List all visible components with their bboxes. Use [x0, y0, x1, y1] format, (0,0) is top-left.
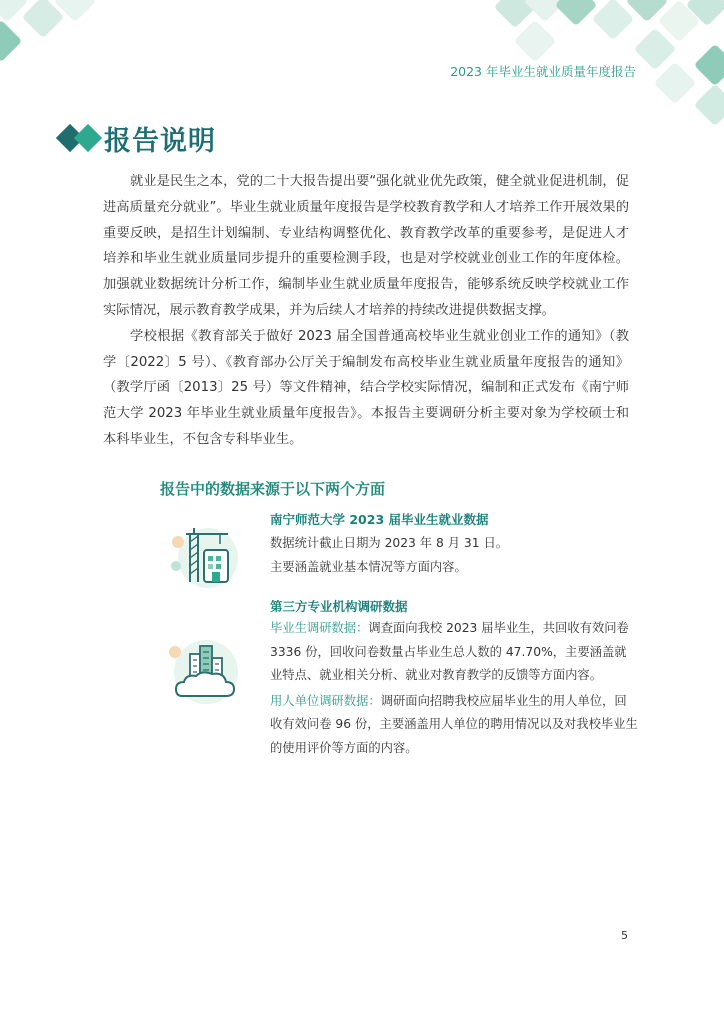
graduate-survey-label: 毕业生调研数据： [270, 621, 369, 635]
intro-paragraph-1: 就业是民生之本，党的二十大报告提出要“强化就业优先政策，健全就业促进机制，促进高质量充分就业”。毕业生就业质量年度报告是学校教育教学和人才培养工作开展效果的重要反映，是招生计划编制、专业结构调整优化、教育教学改革的重要参考，是促进人才培养和毕业生就业质量同步提升的重要检测手段，也是对学校就业创业工作的年度体检。加强就业数据统计分析工作，编制毕业生就业质量年度报告，能够系统反映学校就业工作实际情况，展示教育教学成果，并为后续人才培养的持续改进提供数据支撑。 [103, 174, 629, 318]
data-sources-title: 报告中的数据来源于以下两个方面 [160, 480, 386, 498]
header-title: 2023 年毕业生就业质量年度报告 [450, 64, 636, 79]
heading-diamond-icon [58, 118, 104, 158]
construction-crane-icon [168, 520, 242, 592]
source-2-text [270, 617, 638, 761]
source-2-item-2 [270, 690, 638, 761]
source-1-title: 南宁师范大学 2023 届毕业生就业数据 [270, 512, 489, 527]
section-title: 报告说明 [104, 125, 216, 157]
city-cloud-icon [166, 636, 242, 712]
employer-survey-label: 用人单位调研数据： [270, 693, 381, 708]
source-2-item-1 [270, 617, 638, 688]
source-1-text [270, 532, 638, 579]
section-heading [58, 118, 216, 158]
source-1-line-2: 主要涵盖就业基本情况等方面内容。 [270, 559, 467, 574]
source-2-title: 第三方专业机构调研数据 [270, 599, 408, 614]
source-1-line-1: 数据统计截止日期为 2023 年 8 月 31 日。 [270, 536, 509, 550]
page-number: 5 [621, 929, 628, 942]
graduate-survey-text: 调查面向我校 2023 届毕业生，共回收有效问卷 3336 份，回收问卷数量占毕业生总人数的 47.70%，主要涵盖就业特点、就业相关分析、就业对教育教学的反馈等方面内容。 [270, 621, 629, 683]
intro-paragraph-2: 学校根据《教育部关于做好 2023 届全国普通高校毕业生就业创业工作的通知》（教学〔2022〕5 号）、《教育部办公厅关于编制发布高校毕业生就业质量年度报告的通知》（教学厅函〔2013〕25 号）等文件精神，结合学校实际情况，编制和正式发布《南宁师范大学 2023 年毕业生就业质量年度报告》。本报告主要调研分析主要对象为学校硕士和本科毕业生，不包含专科毕业生。 [103, 328, 629, 447]
intro-text [103, 169, 629, 453]
employer-survey-text: 调研面向招聘我校应届毕业生的用人单位，回收有效问卷 96 份，主要涵盖用人单位的聘用情况以及对我校毕业生的使用评价等方面的内容。 [270, 693, 638, 755]
